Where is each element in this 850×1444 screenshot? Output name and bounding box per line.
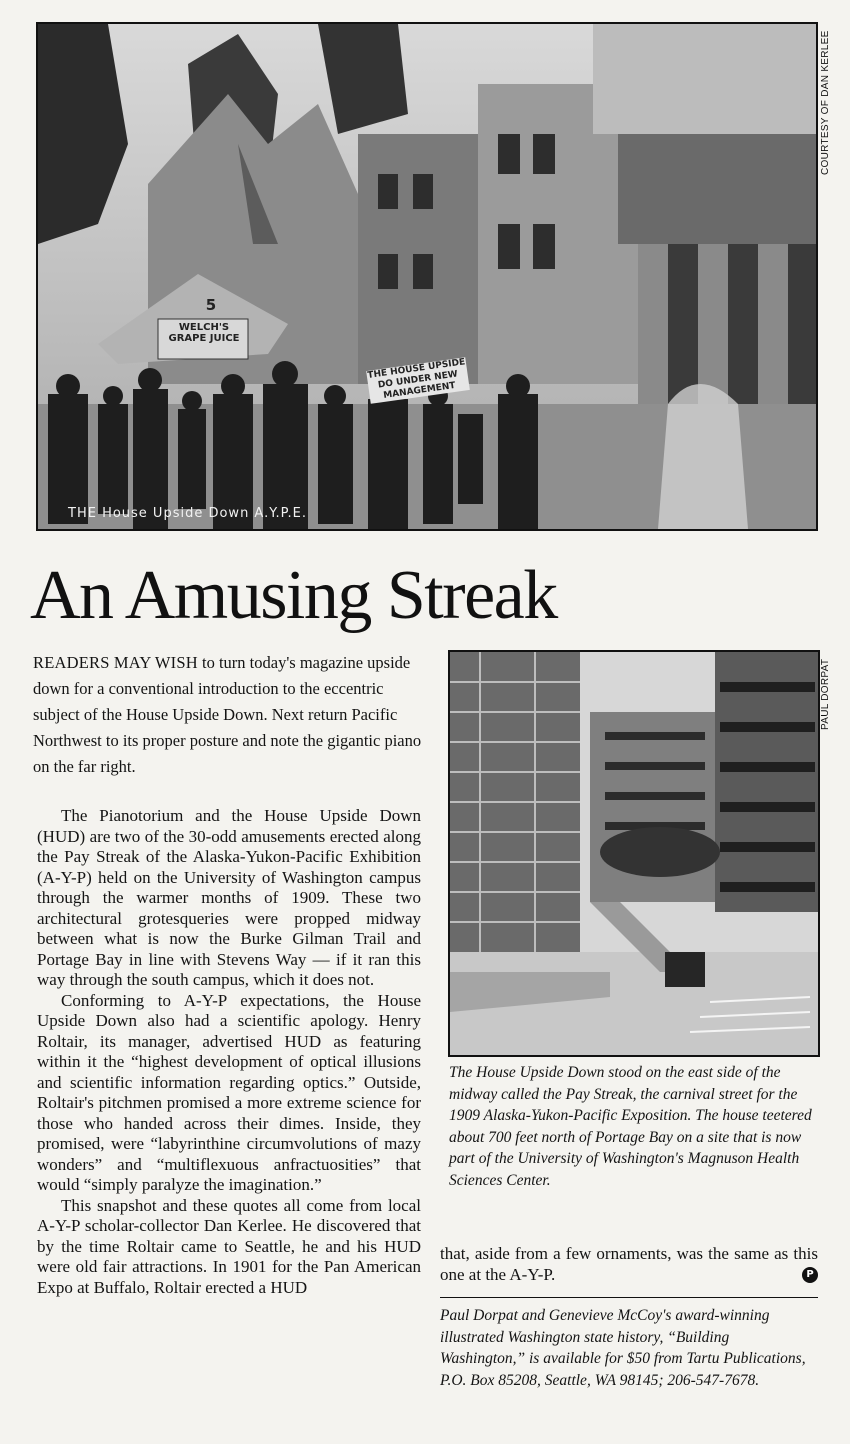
body-paragraph-1: The Pianotorium and the House Upside Down (HUD) are two of the 30-odd amusements erected along the Pay Streak of the Alaska-Yukon-Pacific Exhibition (A-Y-P) held on the University of Washington campus through the warmer months of 1909. These two architectural grotesqueries were propped midway between what is now the Burke Gilman Trail and Portage Bay in line with Stevens Way — if it ran this way through the south campus, which it does not. [37, 806, 421, 989]
intro-text: to turn today's magazine upside down for a conventional introduction to the eccentric subject of the House Upside Down. Next return Pacific Northwest to its proper posture and note the gigantic piano on the far right. [33, 653, 422, 776]
number-sign: 5 [205, 296, 217, 314]
end-mark-icon: P [802, 1267, 818, 1283]
modern-photo [448, 650, 820, 1057]
continued-column [440, 1244, 818, 1285]
author-bio: Paul Dorpat and Genevieve McCoy's award-winning illustrated Washington state history, “Building Washington,” is available for $50 from Tartu Publications, P.O. Box 85208, Seattle, WA 98145; 206-547-7678. [440, 1307, 806, 1389]
historic-photo [36, 22, 818, 531]
continued-text: that, aside from a few ornaments, was the same as this one at the A-Y-P. [440, 1244, 818, 1284]
divider-rule [440, 1297, 818, 1298]
bottom-photo-credit: PAUL DORPAT [820, 658, 831, 730]
photo-handwritten-caption: THE House Upside Down A.Y.P.E. [68, 506, 307, 521]
body-column [37, 806, 421, 1298]
house-upside-down-banner: THE HOUSE UPSIDE DO UNDER NEW MANAGEMENT [366, 357, 470, 404]
intro-lead: READERS MAY WISH [33, 653, 198, 672]
intro-paragraph [33, 650, 428, 780]
photo-caption: The House Upside Down stood on the east side of the midway called the Pay Streak, the carnival street for the 1909 Alaska-Yukon-Pacific Exposition. The house teetered about 700 feet north of Portage Bay on a site that is now part of the University of Washington's Magnuson Health Sciences Center. [449, 1064, 812, 1189]
headline: An Amusing Streak [30, 557, 557, 634]
top-photo-credit: COURTESY OF DAN KERLEE [820, 30, 831, 175]
modern-photo-illustration [450, 652, 818, 1055]
welch-grape-juice-sign: WELCH'S GRAPE JUICE [168, 322, 240, 344]
body-paragraph-2: Conforming to A-Y-P expectations, the House Upside Down also had a scientific apology. Henry Roltair, its manager, advertised HUD as featuring within it the “highest development of optical illusions and scientific information regarding optics.” Outside, Roltair's pitchmen promised a more extreme science for those who handed across their dimes. Inside, they promised, were “labyrinthine circumvolutions of mazy wonders” and “multiflexuous anfractuosities” that would “simply paralyze the imagination.” [37, 990, 421, 1194]
historic-photo-illustration [38, 24, 816, 529]
body-paragraph-3: This snapshot and these quotes all come from local A-Y-P scholar-collector Dan Kerlee. He discovered that by the time Roltair came to Seattle, he and his HUD were old fair attractions. In 1901 for the Pan American Expo at Buffalo, Roltair erected a HUD [37, 1195, 421, 1297]
